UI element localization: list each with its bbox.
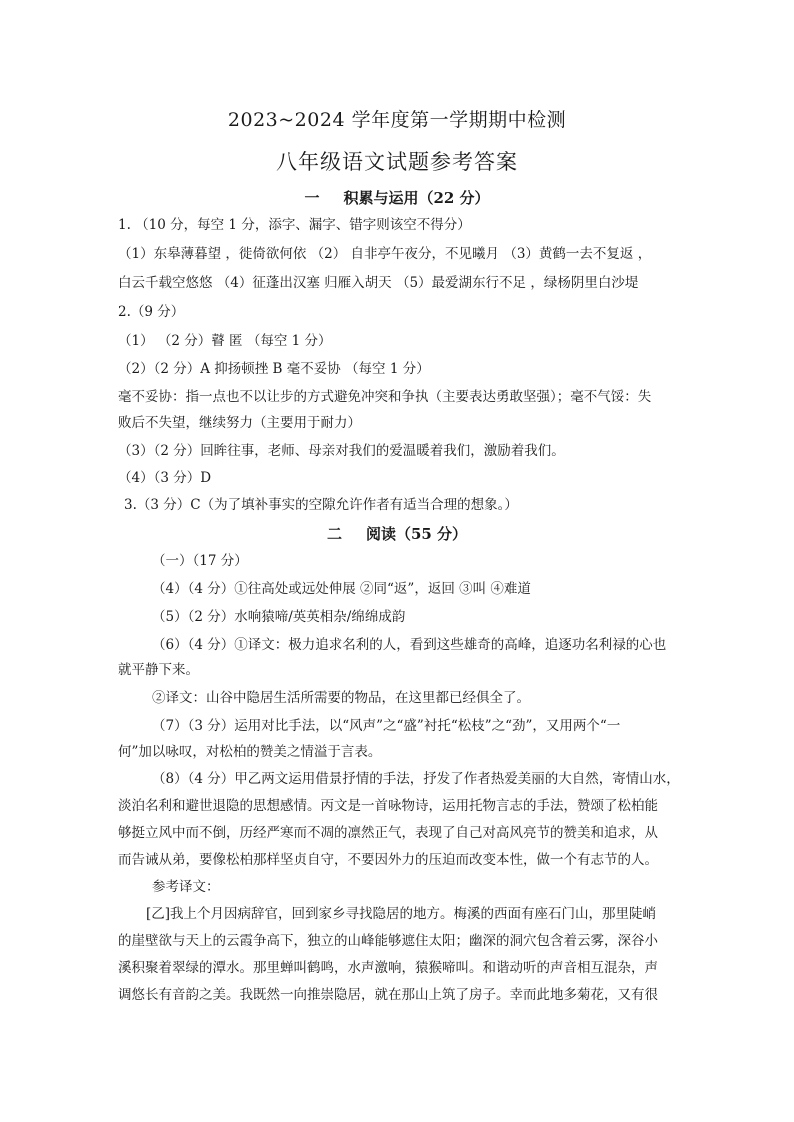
q2-head: 2.（9 分） [118,304,185,320]
reference-translation-head: 参考译文： [152,879,220,895]
q8-line-2: 淡泊名利和避世退隐的思想感情。丙文是一首咏物诗，运用托物言志的手法，赞颂了松柏能 [118,798,658,814]
exam-subtitle: 八年级语文试题参考答案 [276,150,518,174]
q8-line-1: （8）（4 分）甲乙两文运用借景抒情的手法，抒发了作者热爱美丽的大自然，寄情山水， [152,771,680,787]
q1-answer-line-1: （1）东皋薄暮望 ，徙倚欲何依 （2） 自非亭午夜分，不见曦月 （3）黄鹤一去不复返 ， [118,246,652,262]
q8-line-4: 而告诫从弟，要像松柏那样坚贞自守，不要因外力的压迫而改变本性，做一个有志节的人。 [118,852,658,868]
q7-line-2: 何”加以咏叹，对松柏的赞美之情溢于言表。 [118,744,382,760]
q2-answer-3: （3）（2 分）回眸往事，老师、母亲对我们的爱温暖着我们，激励着我们。 [118,443,565,459]
q2-explanation-line-2: 败后不失望，继续努力（主要用于耐力） [118,415,361,431]
section-title-2: 阅读（55 分） [365,525,468,543]
section-number-2: 二 [326,525,342,543]
q1-head: 1. （10 分，每空 1 分，添字、漏字、错字则该空不得分） [118,217,471,233]
translation-line-1: [乙]我上个月因病辞官，回到家乡寻找隐居的地方。梅溪的西面有座石门山，那里陡峭 [146,906,657,922]
section-heading-1 [0,187,794,208]
section-number-1: 一 [304,189,320,207]
q5-answer: （5）（2 分）水响猿啼/英英相杂/绵绵成韵 [152,609,406,625]
q6-line-3: ②译文：山谷中隐居生活所需要的物品，在这里都已经俱全了。 [152,690,530,706]
q2-explanation-line-1: 毫不妥协：指一点也不以让步的方式避免冲突和争执（主要表达勇敢坚强）；毫不气馁：失 [118,389,652,405]
translation-line-4: 调悠长有音韵之美。我既然一向推崇隐居，就在那山上筑了房子。幸而此地多菊花，又有很 [118,987,658,1003]
q2-answer-2: （2）（2 分）A 抑扬顿挫 B 毫不妥协 （每空 1 分） [118,361,430,377]
translation-line-3: 溪积聚着翠绿的潭水。那里蝉叫鹤鸣，水声激响，猿猴啼叫。和谐动听的声音相互混杂，声 [118,960,658,976]
q3-answer: 3.（3 分）C（为了填补事实的空隙允许作者有适当合理的想象。） [124,497,518,513]
q7-line-1: （7）（3 分）运用对比手法，以“风声”之“盛”衬托“松枝”之“劲”，又用两个“一 [152,718,621,734]
q2-answer-4: （4）（3 分）D [118,470,212,486]
q2-answer-1: （1） （2 分）瞽 匿 （每空 1 分） [118,333,332,349]
q8-line-3: 够挺立风中而不倒，历经严寒而不凋的凛然正气，表现了自己对高风亮节的赞美和追求，从 [118,825,658,841]
q1-answer-line-2: 白云千载空悠悠 （4）征蓬出汉塞 归雁入胡天 （5）最爱湖东行不足 ，绿杨阴里白沙堤 [118,275,639,291]
section-title-1: 积累与运用（22 分） [343,189,490,207]
section-heading-2 [0,523,794,544]
translation-line-2: 的崖壁欲与天上的云霞争高下，独立的山峰能够遮住太阳；幽深的洞穴包含着云雾，深谷小 [118,933,658,949]
q6-line-2: 就平静下来。 [118,662,199,678]
q6-line-1: （6）（4 分）①译文：极力追求名利的人，看到这些雄奇的高峰，追逐功名利禄的心也 [152,637,667,653]
exam-title: 2023~2024 学年度第一学期期中检测 [227,109,567,131]
reading-part-1-head: （一）（17 分） [152,553,248,569]
q4-answer: （4）（4 分）①往高处或远处伸展 ②同“返”，返回 ③叫 ④难道 [152,581,531,597]
